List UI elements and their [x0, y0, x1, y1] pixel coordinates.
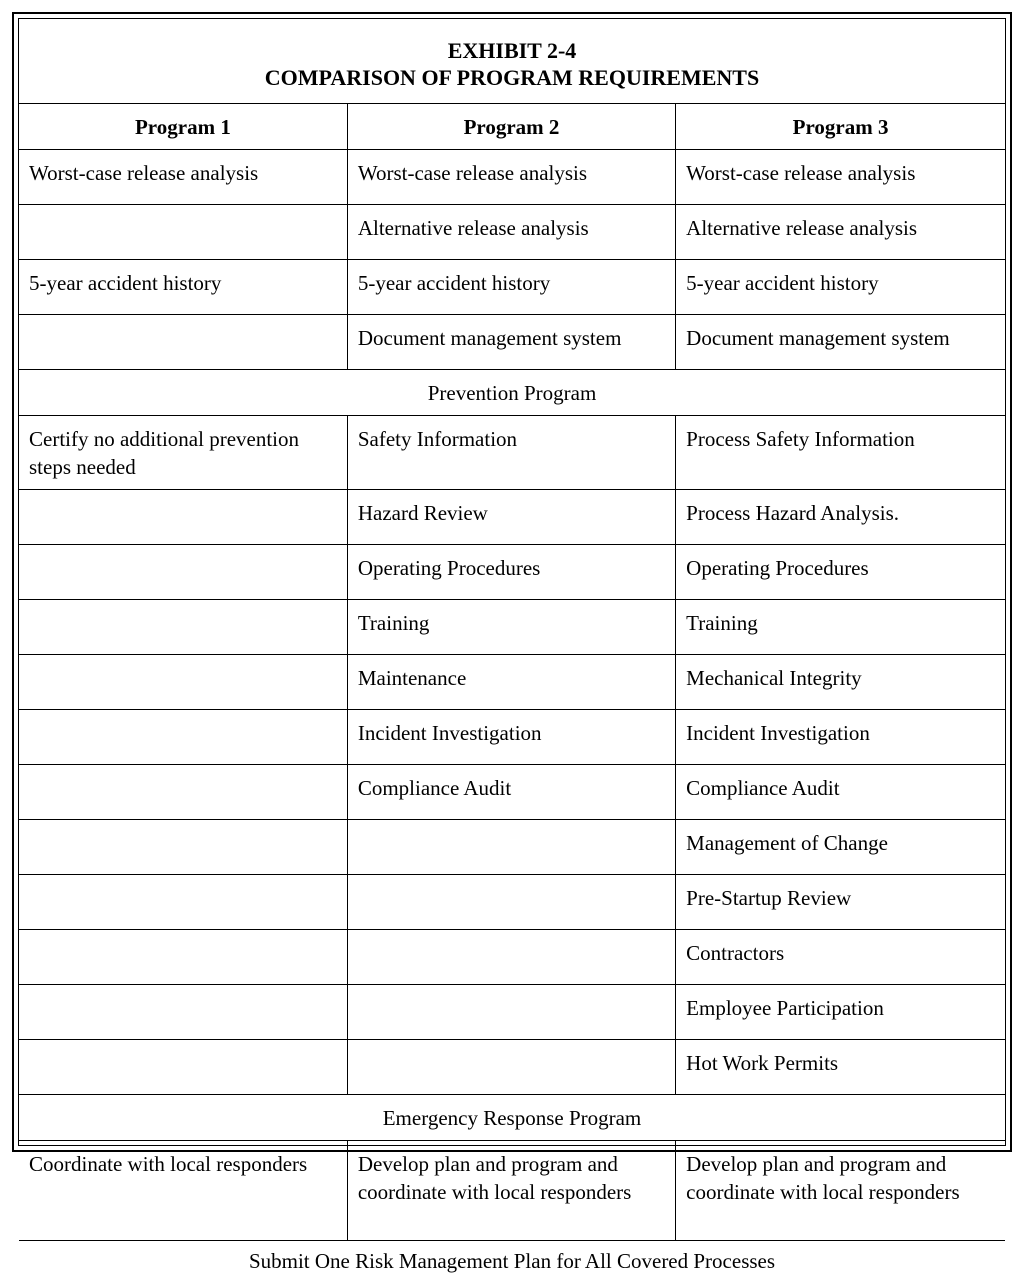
- table-cell: Mechanical Integrity: [676, 655, 1005, 710]
- table-cell: [19, 710, 347, 765]
- exhibit-title-line2: COMPARISON OF PROGRAM REQUIREMENTS: [29, 64, 995, 91]
- table-cell: Maintenance: [347, 655, 675, 710]
- table-cell: Incident Investigation: [347, 710, 675, 765]
- table-cell: Document management system: [676, 315, 1005, 370]
- table-cell: [19, 765, 347, 820]
- table-cell: [19, 655, 347, 710]
- table-cell: Operating Procedures: [676, 545, 1005, 600]
- table-cell: Training: [676, 600, 1005, 655]
- table-row: [19, 260, 1005, 315]
- table-cell: Develop plan and program and coordinate with local responders: [676, 1141, 1005, 1241]
- table-row: [19, 820, 1005, 875]
- section-heading-emergency: Emergency Response Program: [19, 1095, 1005, 1141]
- table-cell: Certify no additional prevention steps needed: [19, 416, 347, 490]
- table-cell: Operating Procedures: [347, 545, 675, 600]
- table-cell: Hazard Review: [347, 490, 675, 545]
- table-cell: Coordinate with local responders: [19, 1141, 347, 1241]
- table-row: [19, 150, 1005, 205]
- table-cell: 5-year accident history: [19, 260, 347, 315]
- table-row: [19, 205, 1005, 260]
- table-row: [19, 600, 1005, 655]
- section-row-emergency: [19, 1095, 1005, 1141]
- table-cell: [19, 1040, 347, 1095]
- table-cell: Worst-case release analysis: [347, 150, 675, 205]
- exhibit-title: [19, 19, 1005, 104]
- table-cell: Worst-case release analysis: [676, 150, 1005, 205]
- table-row: [19, 765, 1005, 820]
- section-heading-prevention: Prevention Program: [19, 370, 1005, 416]
- table-cell: [19, 315, 347, 370]
- table-row: [19, 490, 1005, 545]
- table-row: [19, 875, 1005, 930]
- table-cell: Compliance Audit: [676, 765, 1005, 820]
- table-row: [19, 655, 1005, 710]
- column-header-program-3: Program 3: [676, 104, 1005, 150]
- table-cell: 5-year accident history: [676, 260, 1005, 315]
- table-row: [19, 930, 1005, 985]
- table-cell: [19, 875, 347, 930]
- table-row: [19, 710, 1005, 765]
- table-cell: Develop plan and program and coordinate with local responders: [347, 1141, 675, 1241]
- column-header-program-1: Program 1: [19, 104, 347, 150]
- table-cell: [19, 490, 347, 545]
- table-cell: Process Safety Information: [676, 416, 1005, 490]
- table-cell: Training: [347, 600, 675, 655]
- table-cell: Alternative release analysis: [676, 205, 1005, 260]
- exhibit-frame: [12, 12, 1012, 1152]
- table-cell: Document management system: [347, 315, 675, 370]
- table-row: [19, 1040, 1005, 1095]
- table-cell: Safety Information: [347, 416, 675, 490]
- table-row: [19, 985, 1005, 1040]
- table-cell: Hot Work Permits: [676, 1040, 1005, 1095]
- exhibit-inner-frame: [18, 18, 1006, 1146]
- section-row-prevention: [19, 370, 1005, 416]
- table-cell: Alternative release analysis: [347, 205, 675, 260]
- exhibit-title-line1: EXHIBIT 2-4: [29, 37, 995, 64]
- table-cell: [19, 545, 347, 600]
- table-cell: [19, 600, 347, 655]
- table-cell: [347, 820, 675, 875]
- table-row: [19, 416, 1005, 490]
- table-cell: [19, 930, 347, 985]
- table-row: [19, 1141, 1005, 1241]
- table-cell: [347, 985, 675, 1040]
- table-cell: Compliance Audit: [347, 765, 675, 820]
- table-cell: 5-year accident history: [347, 260, 675, 315]
- table-row: [19, 545, 1005, 600]
- footer-note: Submit One Risk Management Plan for All Covered Processes: [19, 1241, 1005, 1281]
- column-header-program-2: Program 2: [347, 104, 675, 150]
- table-cell: [19, 820, 347, 875]
- table-cell: [19, 205, 347, 260]
- table-cell: Worst-case release analysis: [19, 150, 347, 205]
- footer-row: [19, 1241, 1005, 1281]
- table-cell: Contractors: [676, 930, 1005, 985]
- table-row: [19, 315, 1005, 370]
- table-cell: Incident Investigation: [676, 710, 1005, 765]
- table-cell: [347, 930, 675, 985]
- table-cell: [347, 1040, 675, 1095]
- table-cell: [347, 875, 675, 930]
- column-header-row: [19, 104, 1005, 150]
- table-cell: Pre-Startup Review: [676, 875, 1005, 930]
- program-requirements-table: [19, 19, 1005, 1281]
- table-cell: [19, 985, 347, 1040]
- table-cell: Employee Participation: [676, 985, 1005, 1040]
- table-cell: Process Hazard Analysis.: [676, 490, 1005, 545]
- table-cell: Management of Change: [676, 820, 1005, 875]
